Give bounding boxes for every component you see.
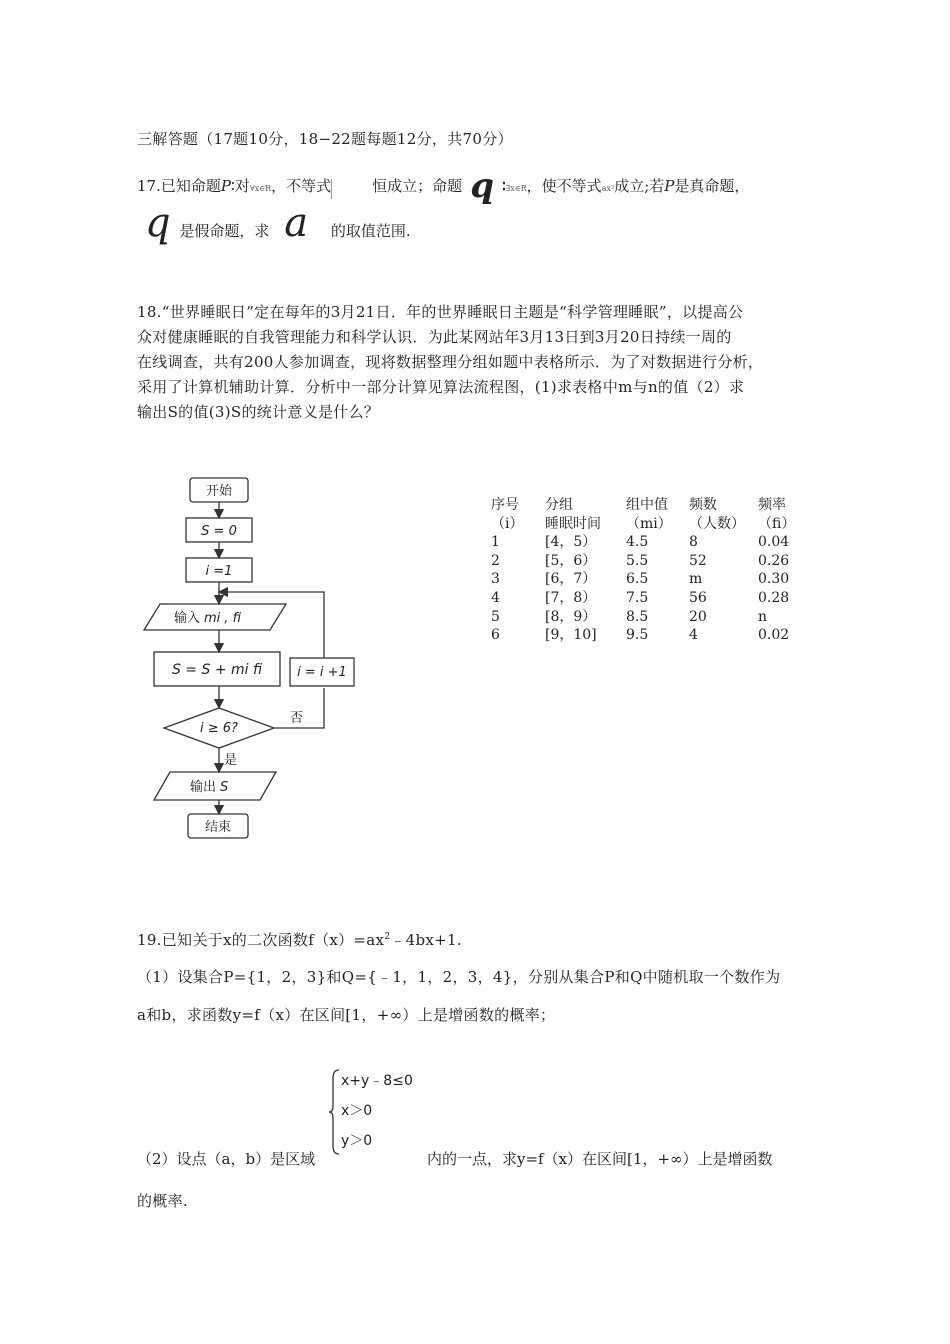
q18-line: 18.“世界睡眠日”定在每年的3月21日．年的世界睡眠日主题是“科学管理睡眠”，以提高公 (137, 303, 744, 321)
a-big-symbol: a (284, 200, 309, 246)
formula-placeholder: ∀x∈R (249, 184, 272, 193)
q17-line2: q 是假命题，求 a 的取值范围. (145, 200, 411, 246)
flow-init-s-label: S = 0 (201, 524, 237, 539)
q18-line: 采用了计算机辅助计算．分析中一部分计算见算法流程图，(1)求表格中m与n的值（2）求 (137, 378, 745, 396)
q17-line1: 17.已知命题P∶对∀x∈R，不等式 恒成立；命题 q ∶∃x∈R，使不等式ax²成立;若P是真命题， (137, 166, 750, 206)
section-title: 三解答题（17题10分，18−22题每题12分，共70分） (137, 130, 513, 148)
q18-line: 输出S的值(3)S的统计意义是什么？ (137, 403, 380, 421)
flow-output-prefix: 输出 (190, 780, 217, 795)
q-symbol: q (470, 166, 494, 206)
q18-line: 在线调查，共有200人参加调查，现将数据整理分组如题中表格所示．为了对数据进行分析， (137, 353, 764, 371)
flow-start-label: 开始 (205, 484, 233, 499)
formula-placeholder: ax² (601, 184, 615, 193)
q19-part1-line1: （1）设集合P={1，2，3}和Q={﹣1，1，2，3，4}，分别从集合P和Q中随机取一个数作为 (137, 968, 781, 986)
q19-part1-line2: a和b，求函数y=f（x）在区间[1，+∞）上是增函数的概率； (137, 1006, 556, 1024)
flow-increment-label: i = i +1 (297, 665, 347, 680)
flow-no-label: 否 (290, 711, 304, 726)
q18-line: 众对健康睡眠的自我管理能力和科学认识．为此某网站年3月13日到3月20日持续一周的 (137, 328, 732, 346)
flow-input-prefix: 输入 (174, 611, 201, 626)
formula-placeholder (331, 179, 372, 199)
region-system (329, 1068, 429, 1156)
formula-placeholder: ∃x∈R (505, 184, 527, 193)
flow-update-label: S = S + mi fi (171, 662, 263, 678)
q19-intro: 19.已知关于x的二次函数$f(x)=ax^2﹣4bx+1$. (137, 931, 462, 949)
region-ineq: y＞0 (341, 1133, 373, 1149)
q19-part2-line2: 的概率. (137, 1192, 188, 1210)
flow-yes-label: 是 (224, 753, 238, 768)
flow-input-vars: mi , fi (204, 611, 242, 626)
region-ineq: x＞0 (341, 1103, 373, 1119)
flow-init-i-label: i =1 (205, 564, 233, 579)
flow-output-var: S (220, 780, 229, 795)
flow-condition-label: i ≥ 6? (200, 721, 238, 736)
q19-part2-line1a: （2）设点（a，b）是区域 (137, 1150, 316, 1168)
flow-end-label: 结束 (204, 820, 232, 835)
q19-part2-line1b: 内的一点，求y=f（x）在区间[1，+∞）上是增函数 (427, 1150, 773, 1168)
flowchart (140, 470, 370, 850)
region-ineq: x+y﹣8≤0 (341, 1073, 413, 1089)
left-brace-icon (329, 1068, 341, 1156)
q-big-symbol: q (145, 200, 171, 246)
